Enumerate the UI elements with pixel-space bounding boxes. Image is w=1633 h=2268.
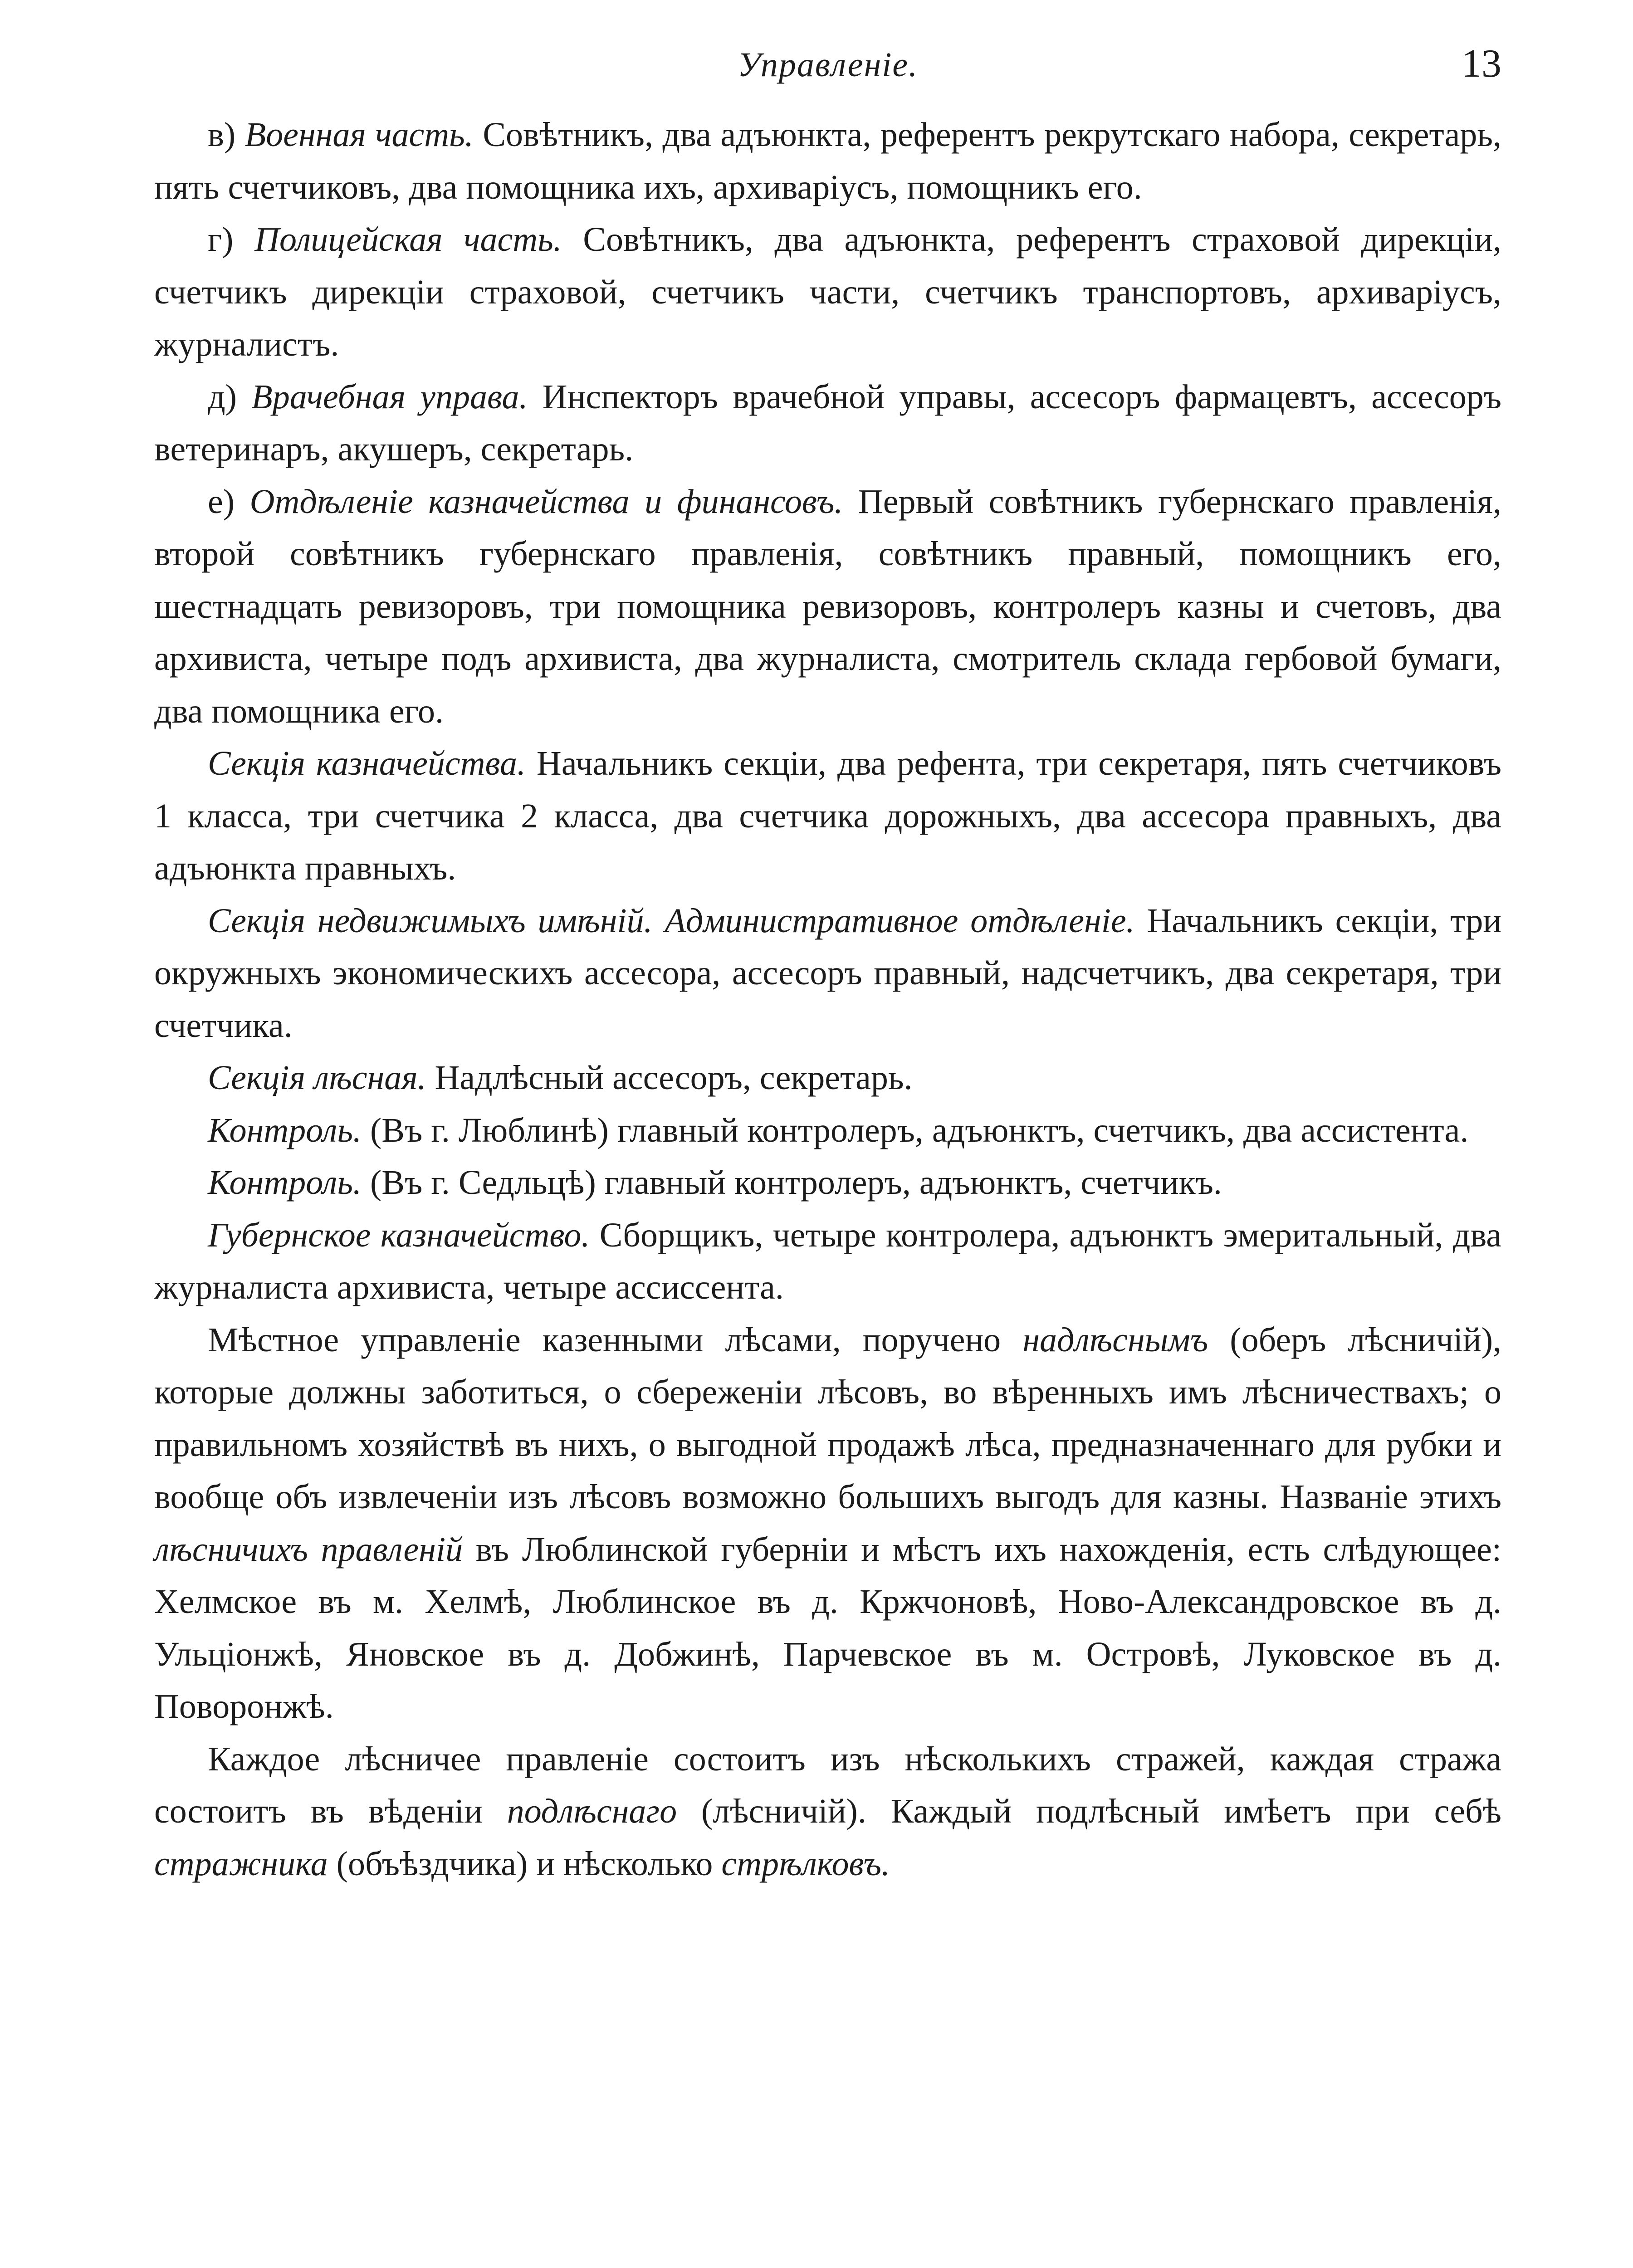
paragraph-forest-section <box>154 1052 1501 1105</box>
paragraph-treasury-section <box>154 738 1501 895</box>
page-header <box>154 27 1501 109</box>
paragraph-real-estate-section <box>154 895 1501 1052</box>
section-heading: Секція лѣсная. <box>208 1059 426 1097</box>
section-heading: Военная часть. <box>244 116 474 154</box>
paragraph-text: Начальникъ секціи, три окружныхъ экономическихъ ассесора, ассесоръ правный, надсчетчикъ, два секретаря, три счетчика. <box>154 901 1502 1045</box>
paragraph-text: Начальникъ секціи, два рефента, три секретаря, пять счетчиковъ 1 класса, три счетчика 2 класса, два счетчика дорожныхъ, два ассесора правныхъ, два адъюнкта правныхъ. <box>154 744 1501 887</box>
book-page <box>154 27 1501 1890</box>
paragraph-text: Надлѣсный ассесоръ, секретарь. <box>426 1059 913 1097</box>
paragraph-police <box>154 214 1501 371</box>
italic-term: лѣсничихъ правленій <box>154 1530 463 1569</box>
paragraph-control-siedlce <box>154 1157 1501 1209</box>
item-marker: в) <box>208 116 245 154</box>
paragraph-military <box>154 109 1501 214</box>
italic-term: надлѣснымъ <box>1022 1320 1208 1359</box>
paragraph-treasury-finance <box>154 476 1501 738</box>
item-marker: д) <box>208 377 252 416</box>
section-heading: Полицейская часть. <box>254 220 562 259</box>
section-heading: Контроль. <box>208 1111 362 1149</box>
running-head: Управленіе. <box>737 46 919 84</box>
paragraph-text: Каждое лѣсничее правленіе состоитъ изъ нѣсколькихъ стражей, каждая стража состоитъ въ вѣденіи <box>154 1740 1501 1830</box>
paragraph-provincial-treasury <box>154 1209 1501 1314</box>
paragraph-text: (Въ г. Люблинѣ) главный контролеръ, адъюнктъ, счетчикъ, два ассистента. <box>362 1111 1469 1149</box>
italic-term: подлѣснаго <box>507 1792 677 1830</box>
paragraph-medical <box>154 371 1501 476</box>
paragraph-text: Совѣтникъ, два адъюнкта, референтъ рекрутскаго набора, секретарь, пять счетчиковъ, два помощника ихъ, архиваріусъ, помощникъ его. <box>154 116 1501 206</box>
paragraph-control-lublin <box>154 1105 1501 1157</box>
section-heading: Секція недвижимыхъ имѣній. Административное отдѣленіе. <box>208 901 1135 940</box>
italic-term: стражника <box>154 1844 328 1883</box>
section-heading: Контроль. <box>208 1163 362 1202</box>
page-body <box>154 109 1501 1890</box>
paragraph-forest-administration <box>154 1314 1501 1733</box>
paragraph-text: Первый совѣтникъ губернскаго правленія, второй совѣтникъ губернскаго правленія, совѣтникъ правный, помощникъ его, шестнадцать ревизоровъ, три помощника ревизоровъ, контролеръ казны и счетовъ, два архивиста, четыре подъ архивиста, два журналиста, смотритель склада гербовой бумаги, два помощника его. <box>154 482 1501 730</box>
section-heading: Губернское казначейство. <box>208 1216 590 1254</box>
paragraph-text: (оберъ лѣсничій), которые должны заботиться, о сбереженіи лѣсовъ, во вѣренныхъ имъ лѣсничествахъ; о правильномъ хозяйствѣ въ нихъ, о выгодной продажѣ лѣса, предназначеннаго для рубки и вообще объ извлеченіи изъ лѣсовъ возможно большихъ выгодъ для казны. Названіе этихъ <box>154 1320 1502 1516</box>
paragraph-text: (Въ г. Седльцѣ) главный контролеръ, адъюнктъ, счетчикъ. <box>362 1163 1222 1202</box>
section-heading: Врачебная управа. <box>251 377 528 416</box>
section-heading: Отдѣленіе казначейства и финансовъ. <box>249 482 843 521</box>
paragraph-text: Инспекторъ врачебной управы, ассесоръ фармацевтъ, ассесоръ ветеринаръ, акушеръ, секретарь. <box>154 377 1501 468</box>
paragraph-text: Мѣстное управленіе казенными лѣсами, поручено <box>208 1320 1023 1359</box>
item-marker: е) <box>208 482 250 521</box>
paragraph-text: Сборщикъ, четыре контролера, адъюнктъ эмеритальный, два журналиста архивиста, четыре ассиссента. <box>154 1216 1501 1306</box>
paragraph-text: (объѣздчика) и нѣсколько <box>328 1844 722 1883</box>
paragraph-text: Совѣтникъ, два адъюнкта, референтъ страховой дирекціи, счетчикъ дирекціи страховой, счетчикъ части, счетчикъ транспортовъ, архиваріусъ, журналистъ. <box>154 220 1502 363</box>
section-heading: Секція казначейства. <box>208 744 526 782</box>
paragraph-forest-guards <box>154 1733 1501 1891</box>
page-number: 13 <box>1462 42 1501 86</box>
paragraph-text: (лѣсничій). Каждый подлѣсный имѣетъ при себѣ <box>677 1792 1501 1830</box>
paragraph-text: въ Люблинской губерніи и мѣстъ ихъ нахожденія, есть слѣдующее: Хелмское въ м. Хелмѣ, Люблинское въ д. Кржчоновѣ, Ново-Александровское въ д. Ульціонжѣ, Яновское въ д. Добжинѣ, Парчевское въ м. Островѣ, Луковское въ д. Поворонжѣ. <box>154 1530 1501 1725</box>
item-marker: г) <box>208 220 255 259</box>
italic-term: стрѣлковъ. <box>721 1844 890 1883</box>
